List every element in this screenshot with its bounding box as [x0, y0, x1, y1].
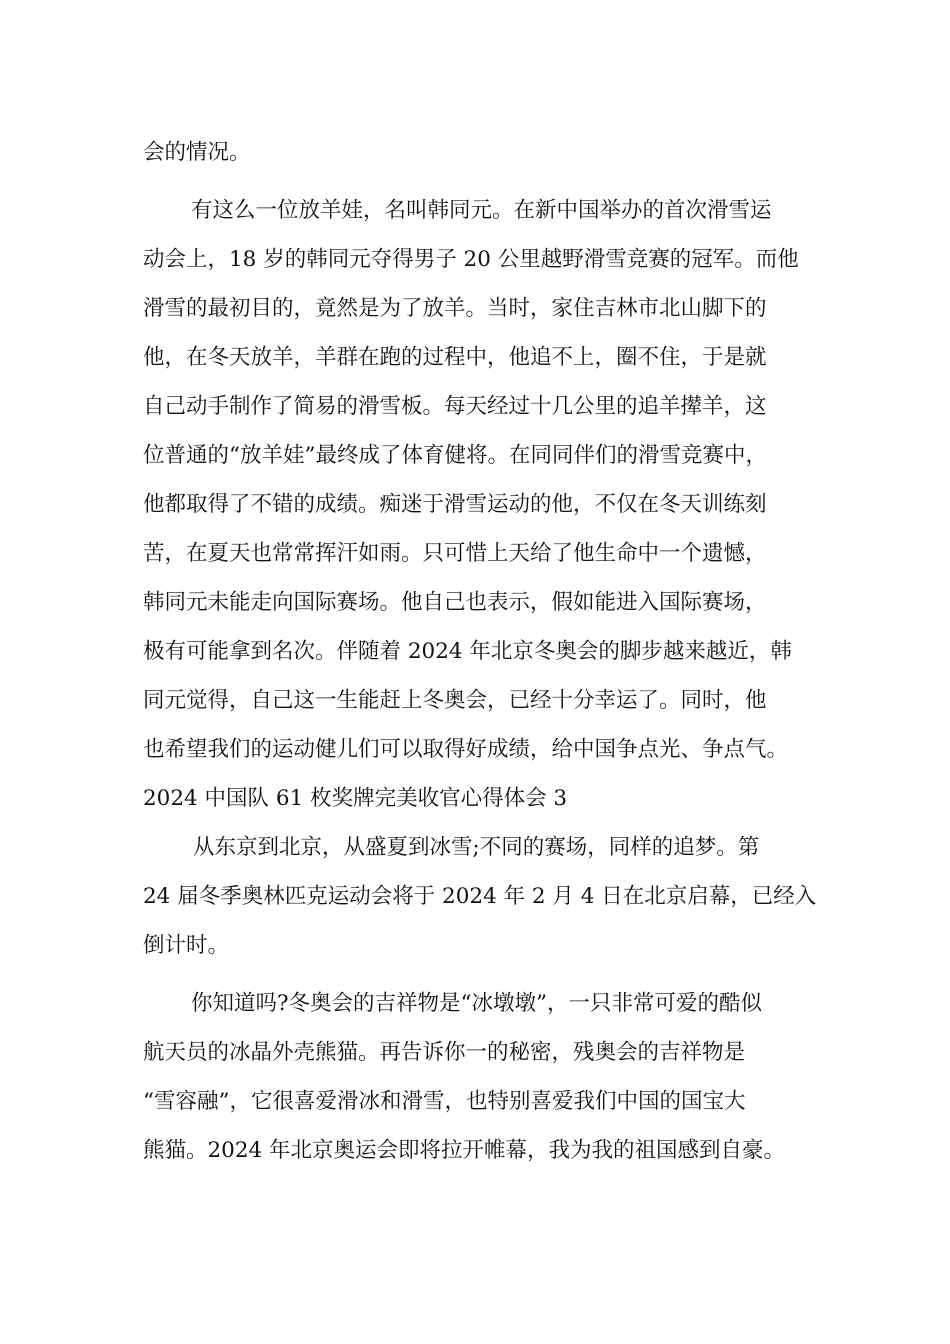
text-line: 动会上，18 岁的韩同元夺得男子 20 公里越野滑雪竞赛的冠军。而他 [143, 247, 799, 272]
text-line: “雪容融”，它很喜爱滑冰和滑雪，也特别喜爱我们中国的国宝大 [143, 1089, 746, 1114]
text-line: 苦，在夏天也常常挥汗如雨。只可惜上天给了他生命中一个遗憾， [143, 541, 767, 566]
text-line: 位普通的“放羊娃”最终成了体育健将。在同同伴们的滑雪竞赛中， [143, 443, 767, 468]
text-line: 极有可能拿到名次。伴随着 2024 年北京冬奥会的脚步越来越近，韩 [143, 639, 792, 664]
text-line: 会的情况。 [143, 140, 251, 165]
text-line: 他都取得了不错的成绩。痴迷于滑雪运动的他，不仅在冬天训练刻 [143, 492, 767, 517]
text-line: 韩同元未能走向国际赛场。他自己也表示，假如能进入国际赛场， [143, 590, 767, 615]
text-line: 他，在冬天放羊，羊群在跑的过程中，他追不上，圈不住，于是就 [143, 345, 767, 370]
text-line: 自己动手制作了简易的滑雪板。每天经过十几公里的追羊撵羊，这 [143, 394, 767, 419]
text-line: 24 届冬季奥林匹克运动会将于 2024 年 2 月 4 日在北京启幕，已经入 [143, 884, 817, 909]
text-line: 也希望我们的运动健儿们可以取得好成绩，给中国争点光、争点气。 [143, 737, 789, 762]
section-heading: 2024 中国队 61 枚奖牌完美收官心得体会 3 [143, 786, 568, 811]
paragraph-start-line: 有这么一位放羊娃，名叫韩同元。在新中国举办的首次滑雪运 [191, 198, 772, 223]
document-body [143, 128, 833, 1175]
paragraph-start-line: 你知道吗?冬奥会的吉祥物是“冰墩墩”，一只非常可爱的酷似 [191, 991, 763, 1016]
paragraph-start-line: 从东京到北京，从盛夏到冰雪;不同的赛场，同样的追梦。第 [193, 835, 760, 860]
text-line: 倒计时。 [143, 933, 230, 958]
text-line: 熊猫。2024 年北京奥运会即将拉开帷幕，我为我的祖国感到自豪。 [143, 1138, 786, 1163]
text-line: 滑雪的最初目的，竟然是为了放羊。当时，家住吉林市北山脚下的 [143, 296, 767, 321]
text-line: 航天员的冰晶外壳熊猫。再告诉你一的秘密，残奥会的吉祥物是 [143, 1040, 746, 1065]
text-line: 同元觉得，自己这一生能赶上冬奥会，已经十分幸运了。同时，他 [143, 688, 767, 713]
